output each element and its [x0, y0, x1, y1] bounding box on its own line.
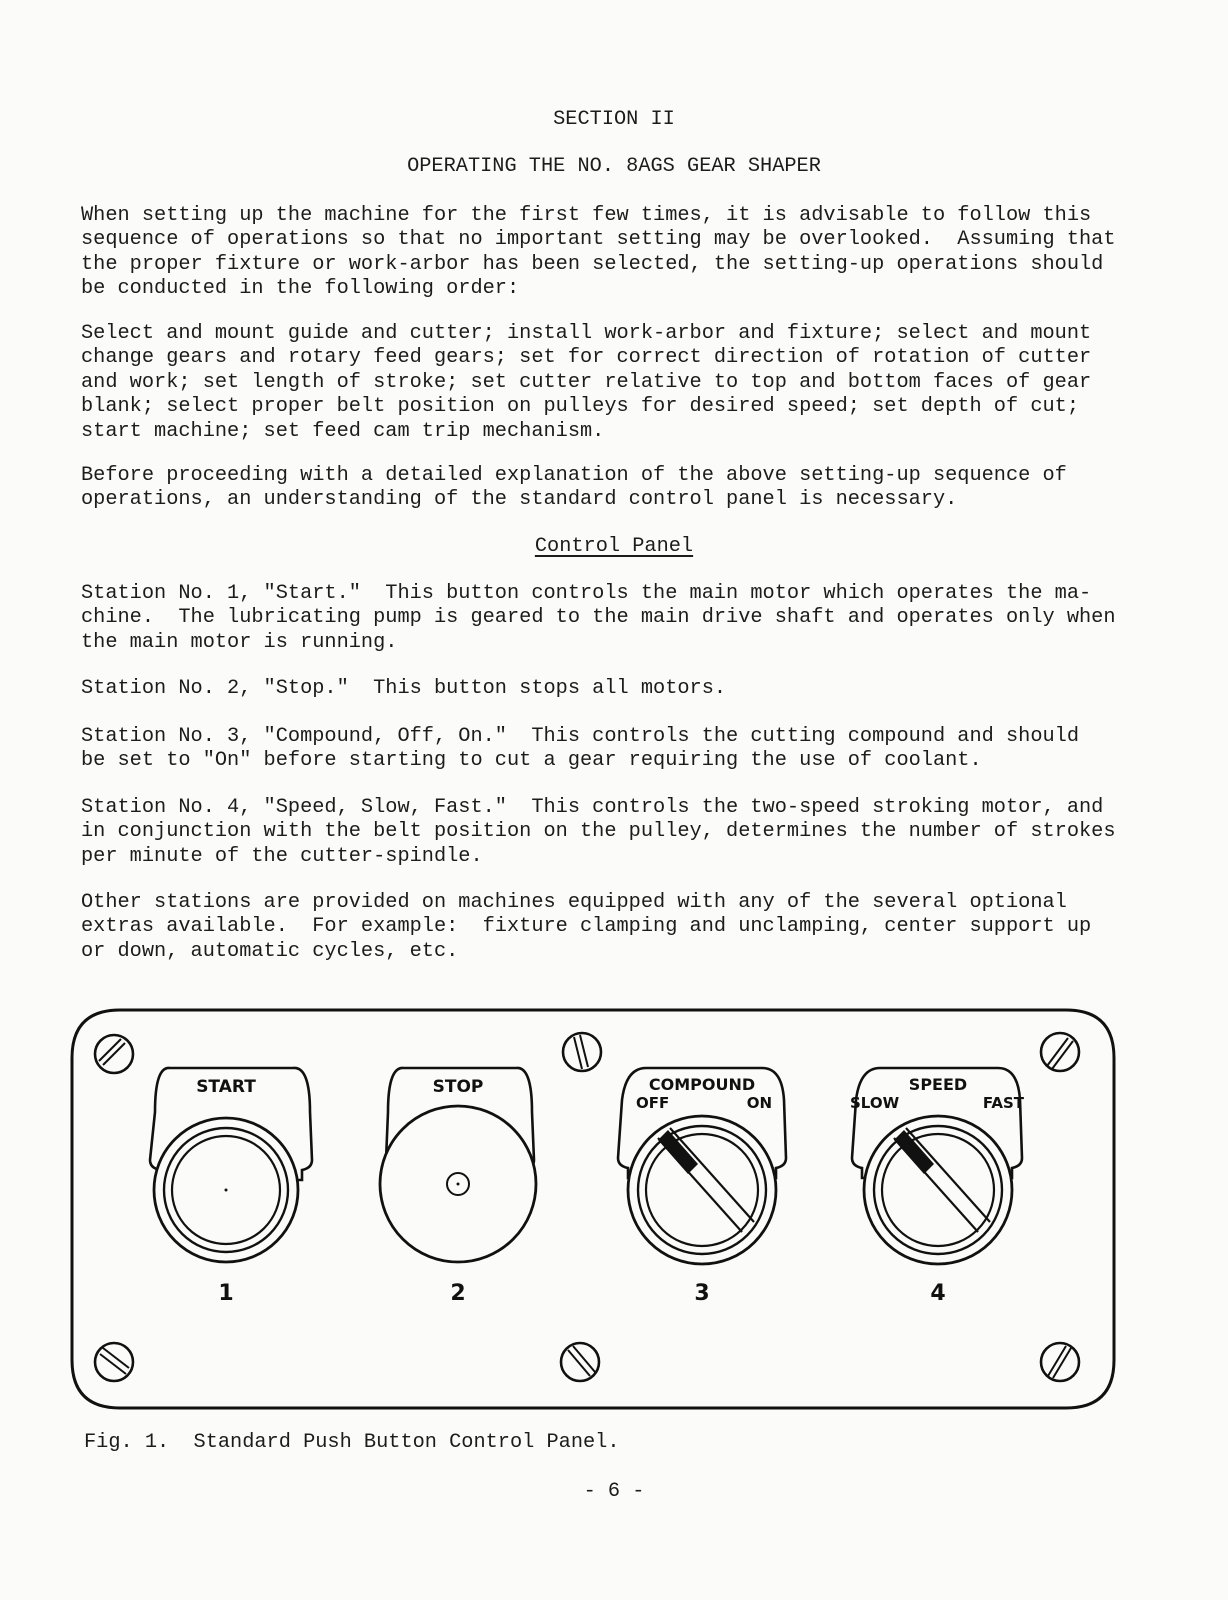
intro-paragraph: When setting up the machine for the first few times, it is advisable to follow this sequence of operations so that no important setting may be overlooked. Assuming that the proper fixture or work-arbor has been selected, the setting-up operations should be conducted in the following order:: [81, 204, 1116, 301]
control-panel-figure: [70, 1008, 1116, 1410]
station-1-paragraph: Station No. 1, "Start." This button controls the main motor which operates the ma- chine. The lubricating pump is geared to the main drive shaft and operates only when the main motor is running.: [81, 582, 1116, 654]
speed-slow-label: SLOW: [850, 1094, 900, 1112]
subheading: Control Panel: [534, 535, 694, 558]
stop-label: STOP: [432, 1077, 484, 1097]
compound-selector-switch[interactable]: [618, 1068, 786, 1306]
page-title: OPERATING THE NO. 8AGS GEAR SHAPER: [407, 155, 821, 178]
other-stations-paragraph: Other stations are provided on machines equipped with any of the several optional extras available. For example: fixture clamping and unclamping, center support up or down, automatic cycles, etc.: [81, 891, 1092, 963]
screw-icon: [1041, 1033, 1079, 1071]
station-number: 3: [694, 1281, 710, 1306]
station-2-paragraph: Station No. 2, "Stop." This button stops all motors.: [81, 677, 727, 700]
screw-icon: [563, 1033, 601, 1071]
screw-icon: [95, 1035, 133, 1073]
compound-on-label: ON: [746, 1094, 772, 1112]
screw-icon: [95, 1343, 133, 1381]
section-heading: SECTION II: [553, 108, 675, 131]
speed-fast-label: FAST: [982, 1094, 1024, 1112]
start-button[interactable]: [150, 1068, 312, 1306]
speed-selector-switch[interactable]: [850, 1068, 1025, 1306]
station-number: 4: [930, 1281, 946, 1306]
screw-icon: [1041, 1343, 1079, 1381]
compound-off-label: OFF: [636, 1094, 670, 1112]
speed-label: SPEED: [908, 1075, 968, 1094]
figure-caption: Fig. 1. Standard Push Button Control Panel.: [84, 1431, 620, 1454]
station-4-paragraph: Station No. 4, "Speed, Slow, Fast." This controls the two-speed stroking motor, and in conjunction with the belt position on the pulley, determines the number of strokes per minute of the cutter-spindle.: [81, 796, 1116, 868]
before-paragraph: Before proceeding with a detailed explanation of the above setting-up sequence of operations, an understanding of the standard control panel is necessary.: [81, 464, 1067, 512]
page-number: - 6 -: [583, 1480, 645, 1503]
stop-button[interactable]: [380, 1068, 536, 1306]
screw-icon: [561, 1343, 599, 1381]
station-number: 1: [218, 1281, 234, 1306]
station-3-paragraph: Station No. 3, "Compound, Off, On." This controls the cutting compound and should be set to "On" before starting to cut a gear requiring the use of coolant.: [81, 725, 1079, 773]
station-number: 2: [450, 1281, 466, 1306]
compound-label: COMPOUND: [648, 1075, 756, 1094]
start-label: START: [196, 1077, 256, 1097]
sequence-paragraph: Select and mount guide and cutter; install work-arbor and fixture; select and mount change gears and rotary feed gears; set for correct direction of rotation of cutter and work; set length of stroke; set cutter relative to top and bottom faces of gear blank; select proper belt position on pulleys for desired speed; set depth of cut; start machine; set feed cam trip mechanism.: [81, 322, 1092, 443]
